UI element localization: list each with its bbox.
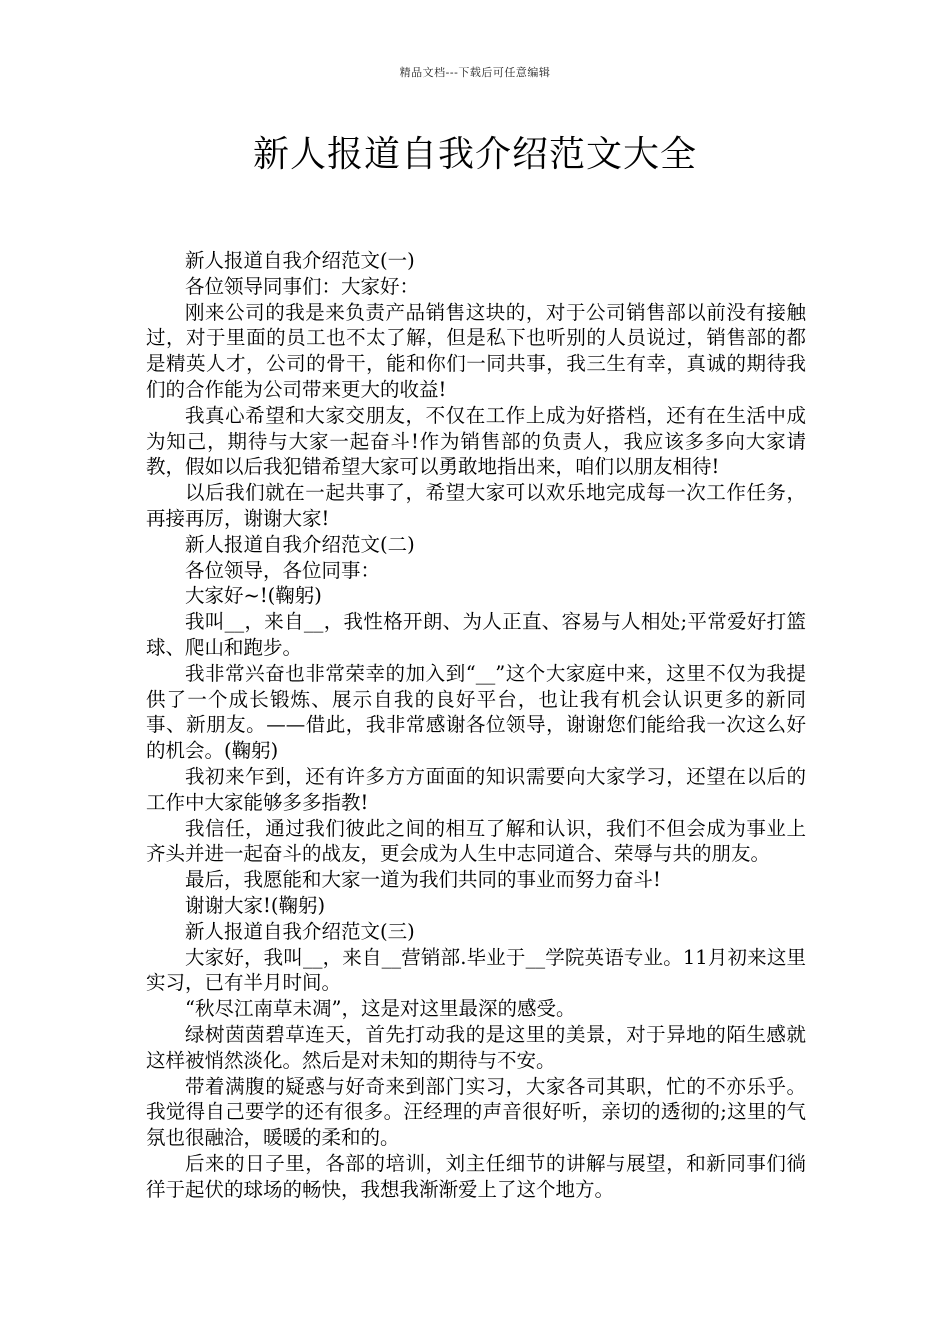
paragraph: 后来的日子里，各部的培训，刘主任细节的讲解与展望，和新同事们徜徉于起伏的球场的畅快，我想我渐渐爱上了这个地方。 (146, 1151, 806, 1201)
paragraph: 新人报道自我介绍范文(三) (185, 919, 415, 943)
paragraph: “秋尽江南草未凋”，这是对这里最深的感受。 (185, 997, 576, 1021)
paragraph: 以后我们就在一起共事了，希望大家可以欢乐地完成每一次工作任务，再接再厉，谢谢大家! (146, 481, 806, 530)
document-title: 新人报道自我介绍范文大全 (252, 134, 697, 175)
paragraph: 谢谢大家!(鞠躬) (185, 893, 326, 917)
paragraph: 最后，我愿能和大家一道为我们共同的事业而努力奋斗! (185, 868, 661, 892)
paragraph: 新人报道自我介绍范文(一) (185, 249, 415, 272)
paragraph: 大家好，我叫__，来自__营销部.毕业于__学院英语专业。11月初来这里实习，已有半月时间。 (146, 945, 806, 995)
header-note: 精品文档---下载后可任意编辑 (399, 66, 551, 79)
paragraph: 我非常兴奋也非常荣幸的加入到“__”这个大家庭中来，这里不仅为我提供了一个成长锻炼、展示自我的良好平台，也让我有机会认识更多的新同事、新朋友。——借此，我非常感谢各位领导，谢谢您们能给我一次这么好的机会。(鞠躬) (146, 661, 806, 763)
paragraph: 绿树茵茵碧草连天，首先打动我的是这里的美景，对于异地的陌生感就这样被悄然淡化。然后是对未知的期待与不安。 (146, 1022, 806, 1072)
paragraph: 各位领导同事们：大家好： (185, 274, 420, 298)
paragraph: 带着满腹的疑惑与好奇来到部门实习，大家各司其职，忙的不亦乐乎。我觉得自己要学的还有很多。汪经理的声音很好听，亲切的透彻的;这里的气氛也很融洽，暖暖的柔和的。 (146, 1074, 806, 1150)
paragraph: 我真心希望和大家交朋友，不仅在工作上成为好搭档，还有在生活中成为知己，期待与大家一起奋斗!作为销售部的负责人，我应该多多向大家请教，假如以后我犯错希望大家可以勇敢地指出来，咱们以朋友相待! (146, 403, 806, 479)
paragraph: 新人报道自我介绍范文(二) (185, 532, 415, 556)
paragraph: 我信任，通过我们彼此之间的相互了解和认识，我们不但会成为事业上齐头并进一起奋斗的战友，更会成为人生中志同道合、荣辱与共的朋友。 (146, 816, 806, 866)
paragraph: 大家好~!(鞠躬) (185, 584, 322, 608)
document-body (146, 248, 806, 1202)
paragraph: 我叫__，来自__，我性格开朗、为人正直、容易与人相处;平常爱好打篮球、爬山和跑步。 (146, 610, 806, 659)
paragraph: 我初来乍到，还有许多方方面面的知识需要向大家学习，还望在以后的工作中大家能够多多指教! (146, 764, 806, 814)
paragraph: 刚来公司的我是来负责产品销售这块的，对于公司销售部以前没有接触过，对于里面的员工也不太了解，但是私下也听别的人员说过，销售部的都是精英人才，公司的骨干，能和你们一同共事，我三生有幸，真诚的期待我们的合作能为公司带来更大的收益! (146, 300, 806, 401)
paragraph: 各位领导，各位同事： (185, 558, 381, 582)
